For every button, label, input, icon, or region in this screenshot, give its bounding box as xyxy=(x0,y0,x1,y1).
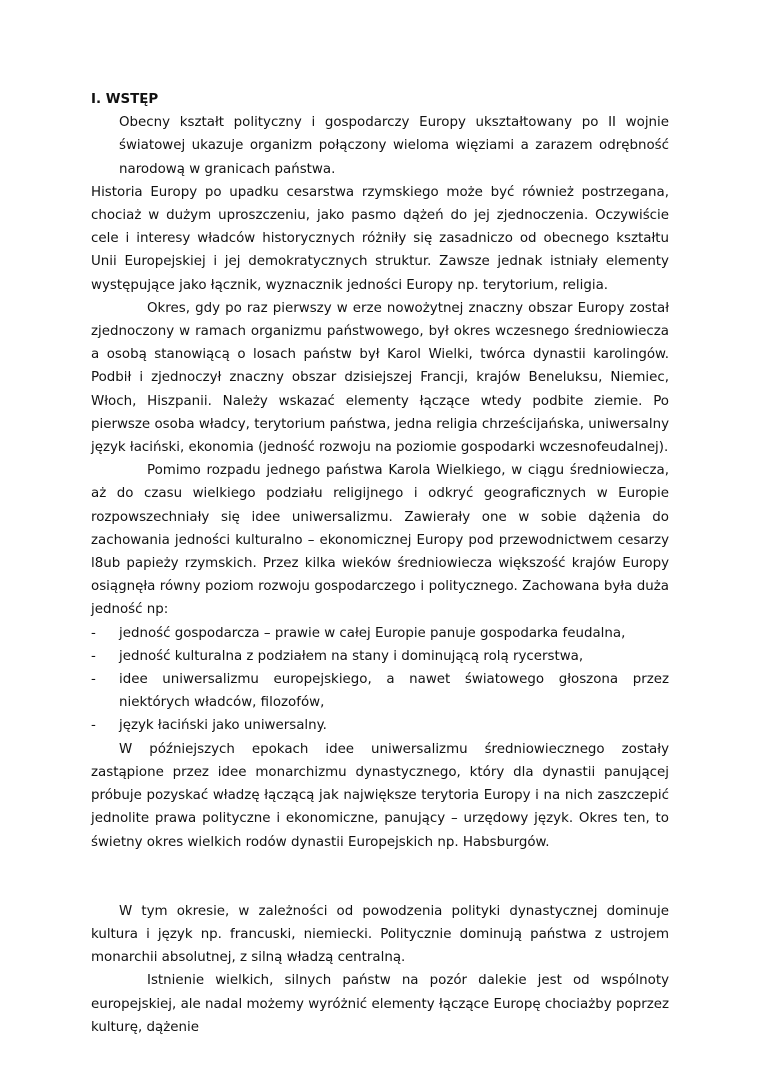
list-bullet: - xyxy=(91,718,96,734)
section-heading: I. WSTĘP xyxy=(91,92,159,107)
universalism-paragraph: Pomimo rozpadu jednego państwa Karola Wielkiego, w ciągu średniowiecza, aż do czasu wielkiego podziału religijnego i odkryć geograficznych w Europie rozpowszechniały się idee uniwersalizmu. Zawierały one w sobie dążenia do zachowania jedności kulturalno – ekonomicznej Europy pod przewodnictwem cesarzy l8ub papieży rzymskich. Przez kilka wieków średniowiecza większość krajów Europy osiągnęła równy poziom rozwoju gospodarczego i politycznego. Zachowana była duża jedność np: xyxy=(91,463,669,618)
states-paragraph: Istnienie wielkich, silnych państw na pozór dalekie jest od wspólnoty europejskiej, ale nadal możemy wyróżnić elementy łączące Europę chociażby poprzez kulturę, dążenie xyxy=(91,973,669,1035)
list-bullet: - xyxy=(91,625,96,641)
list-item-text: jedność gospodarcza – prawie w całej Europie panuje gospodarka feudalna, xyxy=(119,625,626,641)
charlemagne-paragraph: Okres, gdy po raz pierwszy w erze nowożytnej znaczny obszar Europy został zjednoczony w ramach organizmu państwowego, był okres wczesnego średniowiecza a osobą stanowiącą o losach państw był Karol Wielki, twórca dynastii karolingów. Podbił i zjednoczył znaczny obszar dzisiejszej Francji, krajów Beneluksu, Niemiec, Włoch, Hiszpanii. Należy wskazać elementy łączące wtedy podbite ziemie. Po pierwsze osoba władcy, terytorium państwa, jedna religia chrześcijańska, uniwersalny język łaciński, ekonomia (jedność rozwoju na poziomie gospodarki wczesnofeudalnej). xyxy=(91,300,669,456)
history-paragraph: Historia Europy po upadku cesarstwa rzymskiego może być również postrzegana, chociaż w dużym uproszczeniu, jako pasmo dążeń do jej zjednoczenia. Oczywiście cele i interesy władców historycznych różniły się zasadniczo od obecnego kształtu Unii Europejskiej i jej demokratycznych struktur. Zawsze jednak istniały elementy występujące jako łącznik, wyznacznik jedności Europy np. terytorium, religia. xyxy=(91,184,669,293)
list-item-text: jedność kulturalna z podziałem na stany i dominującą rolą rycerstwa, xyxy=(119,648,584,664)
list-item xyxy=(91,645,669,668)
list-item-text: idee uniwersalizmu europejskiego, a nawet światowego głoszona przez niektórych władców, filozofów, xyxy=(119,672,669,711)
intro-paragraph: Obecny kształt polityczny i gospodarczy Europy ukształtowany po II wojnie światowej ukazuje organizm połączony wieloma więziami a zarazem odrębność narodową w granicach państwa. xyxy=(119,115,669,177)
monarchism-paragraph: W późniejszych epokach idee uniwersalizmu średniowiecznego zostały zastąpione przez idee monarchizmu dynastycznego, który dla dynastii panującej próbuje pozyskać władzę łączącą jak największe terytoria Europy i na nich zaszczepić jednolite prawa polityczne i ekonomiczne, panujący – urzędowy język. Okres ten, to świetny okres wielkich rodów dynastii Europejskich np. Habsburgów. xyxy=(91,741,669,850)
list-bullet: - xyxy=(91,672,96,688)
paragraph-gap xyxy=(91,854,669,900)
unity-list xyxy=(91,622,669,738)
dynastic-paragraph: W tym okresie, w zależności od powodzenia polityki dynastycznej dominuje kultura i język np. francuski, niemiecki. Politycznie dominują państwa z ustrojem monarchii absolutnej, z silną władzą centralną. xyxy=(91,903,669,966)
list-item-text: język łaciński jako uniwersalny. xyxy=(119,718,327,734)
list-item xyxy=(91,622,669,645)
list-bullet: - xyxy=(91,648,96,664)
document-page xyxy=(91,88,669,1039)
list-item xyxy=(91,668,669,714)
list-item xyxy=(91,714,669,737)
